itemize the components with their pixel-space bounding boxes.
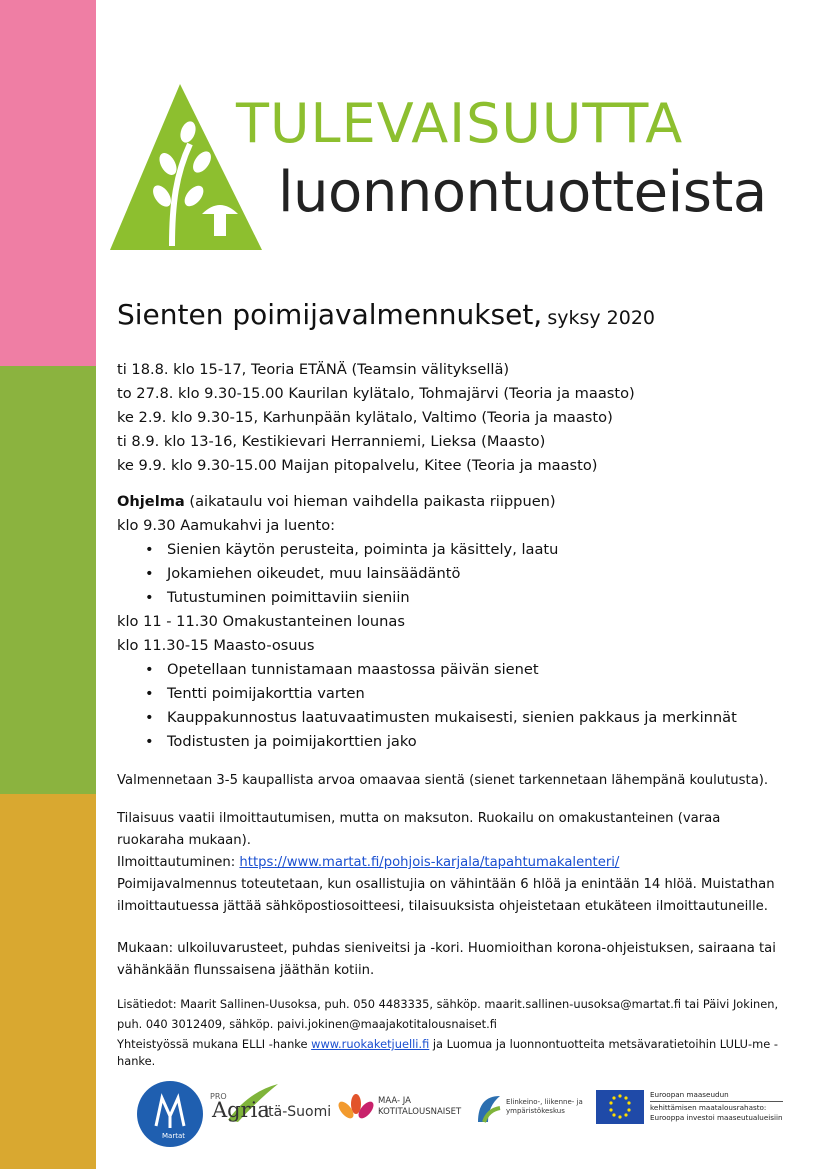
- program-heading: [117, 490, 777, 514]
- program-block1-title: klo 9.30 Aamukahvi ja luento:: [117, 517, 336, 534]
- schedule-item: ti 18.8. klo 15-17, Teoria ETÄNÄ (Teamsin välityksellä): [117, 361, 510, 378]
- logo-title: TULEVAISUUTTA: [236, 92, 684, 155]
- participants-note: Poimijavalmennus toteutetaan, kun osallistujia on vähintään 6 hlöä ja enintään 14 hlöä. Muistathan ilmoittautuessa jättää sähköpostiosoitteesi, tilaisuuksista ohjeistetaan etukäteen ilmoittautuneille.: [117, 877, 775, 914]
- agria-region: Itä-Suomi: [264, 1104, 332, 1120]
- green-stripe: [0, 366, 96, 794]
- eu-rural-fund-logo: [594, 1090, 794, 1126]
- flower-icon: [336, 1092, 376, 1126]
- martat-label: Martat: [162, 1132, 185, 1140]
- program-block2-list: [117, 658, 777, 754]
- list-item: • Tentti poimijakorttia varten: [167, 682, 777, 706]
- eu-line2: kehittämisen maatalousrahasto:: [650, 1103, 767, 1112]
- partner-logos: [130, 1080, 800, 1160]
- logo-subtitle: luonnontuotteista: [278, 160, 767, 225]
- agria-name: Agria: [212, 1098, 270, 1122]
- schedule-item: ke 2.9. klo 9.30-15, Karhunpään kylätalo, Valtimo (Teoria ja maasto): [117, 409, 613, 426]
- ely-line1: Elinkeino-, liikenne- ja: [506, 1098, 583, 1106]
- registration-line: [117, 852, 785, 874]
- schedule-list: [117, 358, 777, 478]
- program-lunch: klo 11 - 11.30 Omakustanteinen lounas: [117, 613, 405, 630]
- agria-logo: [210, 1082, 330, 1152]
- collaboration-link[interactable]: www.ruokaketjuelli.fi: [311, 1037, 430, 1051]
- pink-stripe: [0, 0, 96, 366]
- registration-label: Ilmoittautuminen:: [117, 855, 240, 870]
- list-item: • Todistusten ja poimijakorttien jako: [167, 730, 777, 754]
- maa-line1: MAA- JA: [378, 1096, 411, 1106]
- registration-section: [117, 808, 785, 918]
- gold-stripe: [0, 794, 96, 1169]
- program-section: [117, 490, 777, 754]
- registration-link[interactable]: https://www.martat.fi/pohjois-karjala/tapahtumakalenteri/: [239, 855, 620, 870]
- program-block1-list: [117, 538, 777, 610]
- program-label: Ohjelma: [117, 493, 185, 510]
- page-title: [117, 298, 655, 331]
- maa-line2: KOTITALOUSNAISET: [378, 1107, 462, 1117]
- contact-info: Lisätiedot: Maarit Sallinen-Uusoksa, puh. 050 4483335, sähköp. maarit.sallinen-uusoksa@martat.fi tai Päivi Jokinen, puh. 040 3012409, sähköp. paivi.jokinen@maajakotitalousnaiset.fi: [117, 997, 779, 1031]
- ely-line2: ympäristökeskus: [506, 1107, 565, 1115]
- title-main: Sienten poimijavalmennukset,: [117, 298, 543, 331]
- program-note: (aikataulu voi hieman vaihdella paikasta riippuen): [184, 493, 556, 510]
- eu-flag-icon: [596, 1090, 644, 1124]
- eu-line3: Eurooppa investoi maaseutualueisiin: [650, 1113, 783, 1122]
- contact-section: [117, 994, 785, 1070]
- bring-note: Mukaan: ulkoiluvarusteet, puhdas sieniveitsi ja -kori. Huomioithan korona-ohjeistuksen, sairaana tai vähänkään flunssaisena jääthän kotiin.: [117, 941, 776, 978]
- eu-line1: Euroopan maaseudun: [650, 1090, 783, 1102]
- list-item: • Kauppakunnostus laatuvaatimusten mukaisesti, sienien pakkaus ja merkinnät: [167, 706, 777, 730]
- title-season: syksy 2020: [547, 307, 655, 329]
- list-item: • Jokamiehen oikeudet, muu lainsäädäntö: [167, 562, 777, 586]
- ely-emblem-icon: [474, 1092, 504, 1126]
- registration-required: Tilaisuus vaatii ilmoittautumisen, mutta on maksuton. Ruokailu on omakustanteinen (varaa ruokaraha mukaan).: [117, 811, 721, 848]
- list-item: • Opetellaan tunnistamaan maastossa päivän sienet: [167, 658, 777, 682]
- list-item: • Tutustuminen poimittaviin sieniin: [167, 586, 777, 610]
- schedule-item: ke 9.9. klo 9.30-15.00 Maijan pitopalvelu, Kitee (Teoria ja maasto): [117, 457, 598, 474]
- species-note: Valmennetaan 3-5 kaupallista arvoa omaavaa sientä (sienet tarkennetaan lähempänä koulutusta).: [117, 773, 769, 788]
- list-item: • Sienien käytön perusteita, poiminta ja käsittely, laatu: [167, 538, 777, 562]
- agria-pro: PRO: [210, 1092, 227, 1101]
- schedule-item: to 27.8. klo 9.30-15.00 Kaurilan kylätalo, Tohmajärvi (Teoria ja maasto): [117, 385, 635, 402]
- maa-kotitalousnaiset-logo: [336, 1092, 466, 1132]
- schedule-item: ti 8.9. klo 13-16, Kestikievari Herranniemi, Lieksa (Maasto): [117, 433, 546, 450]
- collaboration-line: Yhteistyössä mukana ELLI -hanke www.ruokaketjuelli.fi ja Luomua ja luonnontuotteita metsävaratietoihin LULU-me -hanke.: [117, 1037, 778, 1068]
- ely-logo: [474, 1090, 584, 1134]
- martat-logo: [136, 1080, 204, 1148]
- program-block2-title: klo 11.30-15 Maasto-osuus: [117, 637, 315, 654]
